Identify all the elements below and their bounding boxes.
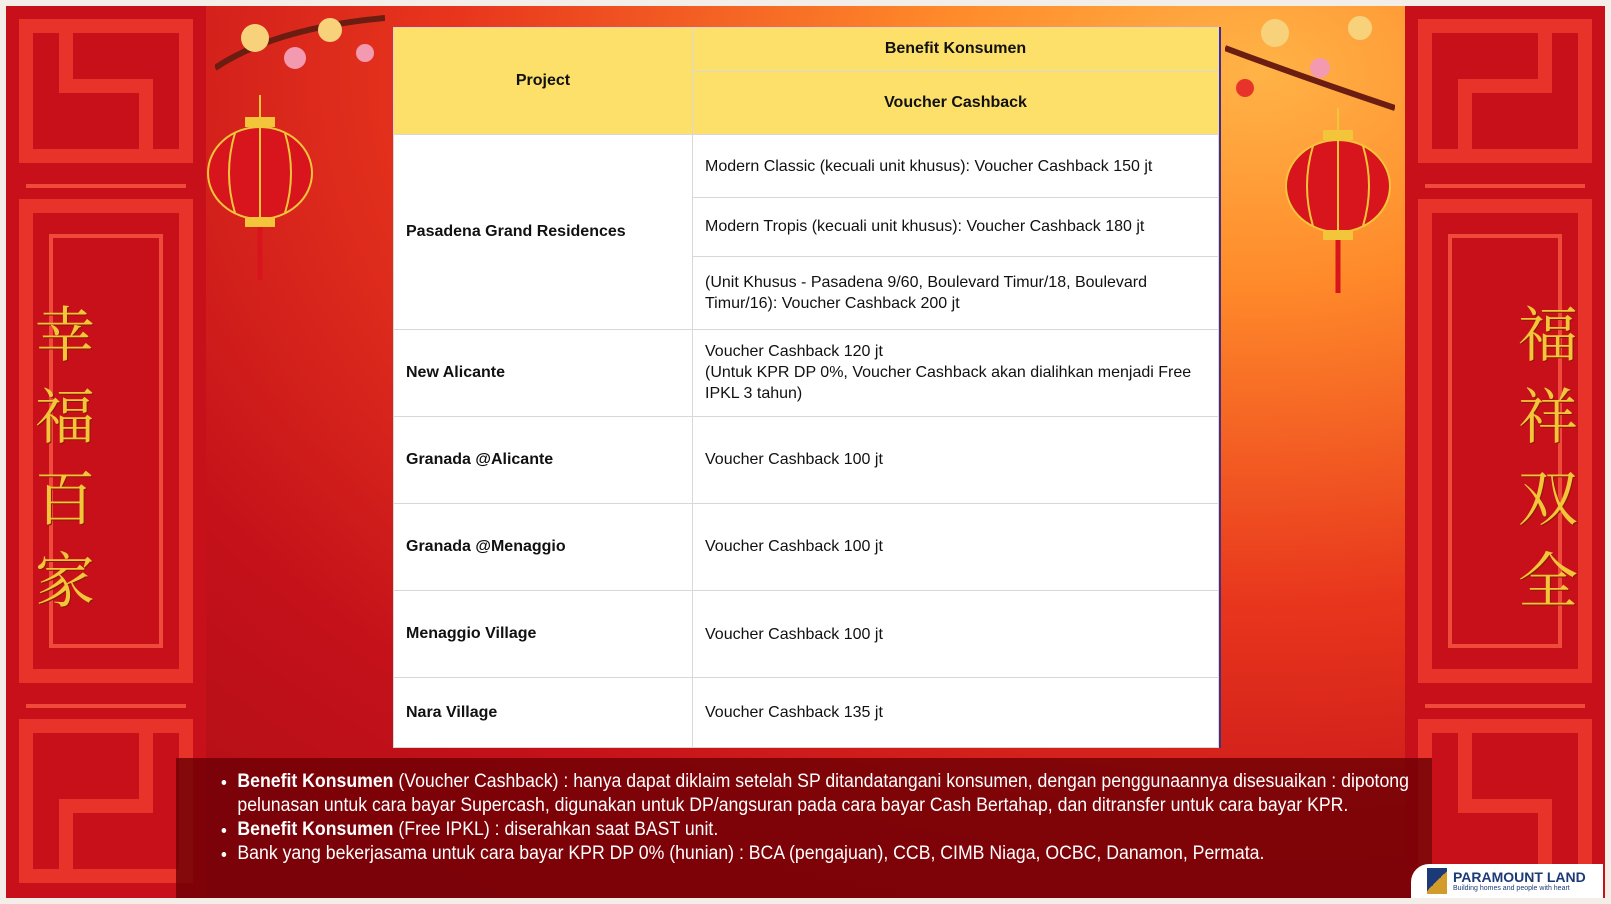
table-row (394, 416, 1219, 503)
project-nara-village: Nara Village (394, 678, 693, 748)
benefit-table-container (393, 27, 1221, 748)
terms-item-voucher (237, 770, 1427, 818)
benefit-granada-alicante: Voucher Cashback 100 jt (693, 416, 1219, 503)
benefit-line: Voucher Cashback 120 jt (705, 343, 883, 361)
left-char-3: 百 (35, 465, 95, 535)
benefit-line: (Untuk KPR DP 0%, Voucher Cashback akan dialihkan menjadi Free (705, 364, 1192, 382)
right-blossom-branch-icon (1225, 8, 1395, 118)
terms-item-title: Benefit Konsumen (237, 819, 394, 840)
right-vertical-calligraphy (1503, 295, 1593, 623)
terms-item-title: Benefit Konsumen (237, 771, 394, 792)
table-row (394, 503, 1219, 590)
benefit-pasadena-unit-khusus (693, 256, 1219, 329)
terms-notes-box (176, 758, 1432, 899)
left-char-1: 幸 (35, 301, 95, 371)
header-benefit-konsumen: Benefit Konsumen (693, 28, 1219, 72)
benefit-line: (Unit Khusus - Pasadena 9/60, Boulevard Timur/18, Boulevard (705, 273, 1148, 291)
table-row (394, 590, 1219, 677)
right-char-2: 祥 (1518, 383, 1578, 453)
table-row (394, 678, 1219, 748)
terms-item-text: (Voucher Cashback) : hanya dapat diklaim setelah SP ditandatangani konsumen, dengan penggunaannya disesuaikan : dipotong pelunasan untuk cara bayar Supercash, digunakan untuk DP/angsuran pada cara bayar Cash Bertahap, dan ditransfer untuk cara bayar KPR. (237, 771, 1409, 816)
benefit-line: IPKL 3 tahun) (705, 385, 803, 403)
left-char-4: 家 (35, 547, 95, 617)
project-pasadena: Pasadena Grand Residences (394, 135, 693, 329)
left-lantern-icon (205, 95, 315, 285)
benefit-pasadena-modern-tropis: Modern Tropis (kecuali unit khusus): Voucher Cashback 180 jt (693, 198, 1219, 257)
table-row (394, 135, 1219, 198)
terms-item-banks (237, 842, 1427, 866)
left-blossom-branch-icon (215, 8, 385, 98)
table-header-row (394, 28, 1219, 72)
benefit-table (393, 27, 1219, 748)
logo-tagline: Building homes and people with heart (1453, 884, 1570, 892)
benefit-new-alicante (693, 329, 1219, 416)
logo-name: PARAMOUNT LAND (1453, 868, 1586, 885)
terms-item-ipkl (237, 818, 1427, 842)
terms-item-text: Bank yang bekerjasama untuk cara bayar KPR DP 0% (hunian) : BCA (pengajuan), CCB, CIMB Niaga, OCBC, Danamon, Permata. (237, 843, 1265, 864)
paramount-land-logo (1411, 864, 1603, 898)
table-row (394, 329, 1219, 416)
logo-text (1453, 870, 1586, 893)
project-granada-alicante: Granada @Alicante (394, 416, 693, 503)
right-char-4: 全 (1518, 547, 1578, 617)
terms-item-text: (Free IPKL) : diserahkan saat BAST unit. (393, 819, 719, 840)
benefit-nara-village: Voucher Cashback 135 jt (693, 678, 1219, 748)
right-char-1: 福 (1518, 301, 1578, 371)
project-new-alicante: New Alicante (394, 329, 693, 416)
project-granada-menaggio: Granada @Menaggio (394, 503, 693, 590)
header-voucher-cashback: Voucher Cashback (693, 71, 1219, 135)
left-vertical-calligraphy (20, 295, 110, 623)
left-char-2: 福 (35, 383, 95, 453)
benefit-menaggio-village: Voucher Cashback 100 jt (693, 590, 1219, 677)
benefit-granada-menaggio: Voucher Cashback 100 jt (693, 503, 1219, 590)
project-menaggio-village: Menaggio Village (394, 590, 693, 677)
paramount-logo-mark-icon (1427, 868, 1447, 894)
terms-list (176, 758, 1446, 866)
right-char-3: 双 (1518, 465, 1578, 535)
benefit-pasadena-modern-classic: Modern Classic (kecuali unit khusus): Voucher Cashback 150 jt (693, 135, 1219, 198)
header-project: Project (394, 28, 693, 135)
right-lantern-icon (1283, 108, 1393, 298)
benefit-line: Timur/16): Voucher Cashback 200 jt (705, 294, 960, 312)
